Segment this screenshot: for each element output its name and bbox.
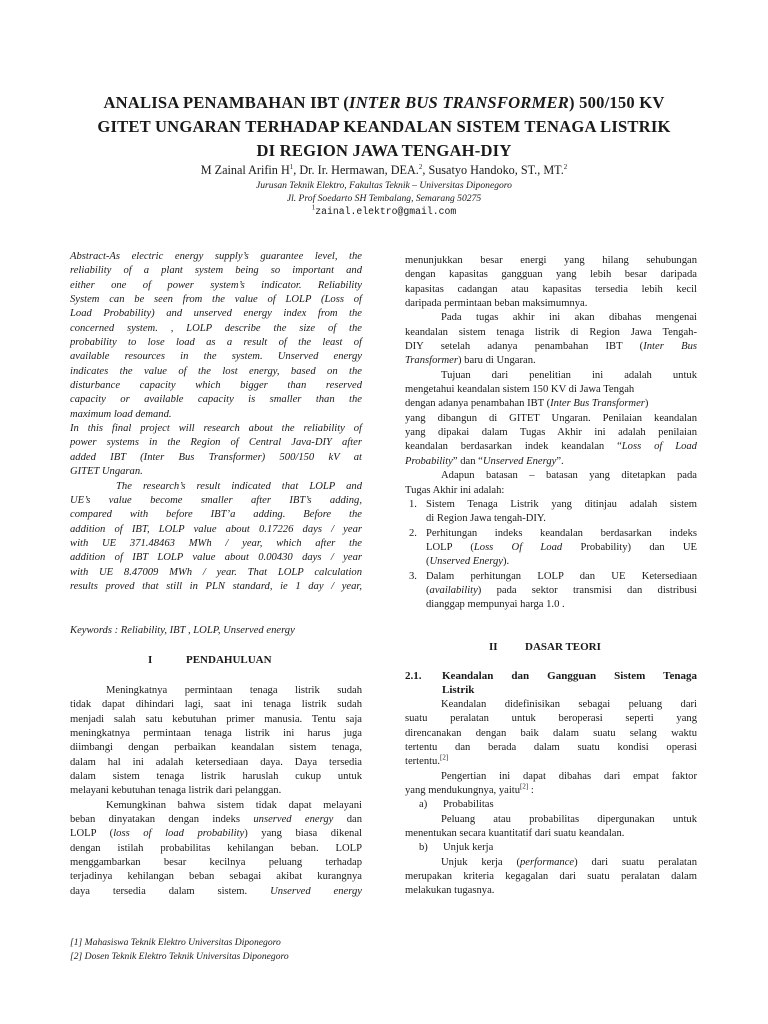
abstract-line: System can be seen from the value of LOLP (Loss of <box>70 294 362 306</box>
abstract-line: indicates the value of the lost energy, based on the <box>70 365 362 377</box>
abstract-line: either one of power system’s indicator. Reliability <box>70 279 362 291</box>
abstract-line: results proved that still in PLN standard, ie 1 day / year, <box>70 580 362 592</box>
author-3: , Susatyo Handoko, ST., MT. <box>422 163 564 177</box>
abstract-line: The research’s result indicated that LOLP and <box>116 480 362 492</box>
author-2: , Dr. Ir. Hermawan, DEA. <box>293 163 419 177</box>
paper-title <box>40 91 728 163</box>
right-column-text: menunjukkan besar energi yang hilang sehubungan dengan kapasitas gangguan yang lebih besar daripada kapasitas cadangan atau kapasitas tersedia lebih kecil daripada permintaan beban maksimumnya. Pada tugas akhir ini akan dibahas mengenai keandalan sistem tenaga listrik di Region Jawa Tengah- DIY setelah adanya penambahan IBT (Inter Bus Transformer) baru di Ungaran. Tujuan dari penelitian ini adalah untuk mengetahui keandalan sistem 150 KV di Jawa Tengah dengan adanya penambahan IBT (Inter Bus Transformer) yang dibangun di GITET Ungaran. Penilaian keandalan yang dipakai dalam Tugas Akhir ini adalah penilaian keandalan berdasarkan indek keandalan “Loss of Load Probability” dan “Unserved Energy”. Adapun batasan – batasan yang ditetapkan pada Tugas Akhir ini adalah: 1. Sistem Tenaga Listrik yang ditinjau adalah sistem di Region Jawa tengah-DIY. 2. Perhitungan indeks keandalan berdasarkan indeks LOLP (Loss Of Load Probability) dan UE (Unserved Energy). 3. Dalam perhitungan LOLP dan UE Ketersediaan (availability) pada sektor transmisi dan distribusi dianggap mempunyai harga 1.0 . <box>405 254 697 613</box>
abstract-line: maximum load demand. <box>70 408 172 420</box>
section-heading-pendahuluan: I PENDAHULUAN <box>148 654 272 666</box>
title-line-3: DI REGION JAWA TENGAH-DIY <box>256 141 512 160</box>
abstract-line: GITET Ungaran. <box>70 466 143 478</box>
footnote-1: [1] Mahasiswa Teknik Elektro Universitas Diponegoro <box>70 937 281 948</box>
list-item: 1. Sistem Tenaga Listrik yang ditinjau adalah sistem di Region Jawa tengah-DIY. <box>409 498 697 525</box>
title-italic-ibt: INTER BUS TRANSFORMER <box>349 93 570 112</box>
abstract-line: addition of IBT LOLP value about 0.00430 days / year <box>70 552 362 564</box>
abstract-line: disturbance capacity which bigger than reserved <box>70 380 362 392</box>
abstract-line: compared with before IBT’a adding. Before the <box>70 509 362 521</box>
list-item: 2. Perhitungan indeks keandalan berdasarkan indeks LOLP (Loss Of Load Probability) dan UE (Unserved Energy). <box>409 527 697 568</box>
abstract-line: reliability of a plant system being so important and <box>70 265 362 277</box>
abstract-line: added IBT (Inter Bus Transformer) 500/150 kV at <box>70 451 362 463</box>
footnote-2: [2] Dosen Teknik Elektro Teknik Universitas Diponegoro <box>70 950 289 962</box>
list-item: b) Unjuk kerja <box>419 842 494 854</box>
abstract-line: capacity or available capacity is smaller than the <box>70 394 362 406</box>
abstract-line: Load Probability) and unserved energy index from the <box>70 308 362 320</box>
theory-text: Keandalan didefinisikan sebagai peluang dari suatu peralatan untuk beroperasi seperti yang direncanakan dengan baik dalam suatu selang waktu tertentu dan berada dalam suatu kondisi operasi tertentu.[2] Pengertian ini dapat dibahas dari empat faktor yang mendukungnya, yaitu[2] : a) Probabilitas Peluang atau probabilitas dipergunakan untuk menentukan secara kuantitatif dari suatu keandalan. b) Unjuk kerja Unjuk kerja (performance) dari suatu peralatan merupakan kriteria kegagalan dari suatu peralatan dalam melakukan tugasnya. <box>405 699 697 897</box>
abstract-line: addition of IBT, LOLP value about 0.17226 days / year <box>70 523 362 535</box>
affiliation-address: Jl. Prof Soedarto SH Tembalang, Semarang 50275 <box>286 193 482 204</box>
section-heading-dasar-teori: II DASAR TEORI <box>489 641 601 653</box>
subsection-heading-2-1: 2.1. Keandalan dan Gangguan Sistem Tenaga Listrik <box>405 670 697 697</box>
abstract-line: Abstract-As electric energy supply’s guarantee level, the <box>70 251 362 262</box>
keywords: Keywords : Reliability, IBT , LOLP, Unserved energy <box>70 625 295 636</box>
abstract <box>70 250 362 594</box>
email-address: zainal.elektro@gmail.com <box>315 206 457 217</box>
title-line-1: ANALISA PENAMBAHAN IBT (INTER BUS TRANSFORMER) 500/150 KV <box>103 93 665 112</box>
footnotes <box>70 936 289 963</box>
abstract-line: with UE 371.48463 MWh / year, which after the <box>70 537 362 549</box>
author-list: M Zainal Arifin $H^1$, Dr. Ir. Hermawan, DEA.$^2$, Susatyo Handoko, ST., MT.$^2$ <box>200 162 568 177</box>
abstract-line: UE’s value become smaller after IBT’s adding, <box>70 494 362 506</box>
author-email: $^1$zainal.elektro@gmail.com <box>311 203 457 217</box>
title-line-2: GITET UNGARAN TERHADAP KEANDALAN SISTEM TENAGA LISTRIK <box>97 117 671 136</box>
intro-text: Meningkatnya permintaan tenaga listrik sudah tidak dapat dihindari lagi, saat ini tenaga listrik sudah menjadi salah satu kebutuhan primer manusia. Tentu saja meningkatnya permintaan tenaga listrik ini harus juga diimbangi dengan perbaikan keandalan sistem tenaga, dalam hal ini adalah ketersediaan daya. Daya tersedia dalam sistem tenaga listrik haruslah cukup untuk melayani kebutuhan tenaga listrik dari pelanggan. Kemungkinan bahwa sistem tidak dapat melayani beban dinyatakan dengan indeks unserved energy dan LOLP (loss of load probability) yang biasa dikenal dengan istilah probabilitas kehilangan beban. LOLP menggambarkan besar kecilnya peluang terhadap terjadinya kehilangan beban sebagai akibat kurangnya daya tersedia dalam sistem. Unserved energy <box>70 685 363 897</box>
abstract-line: available resources in the system. Unserved energy <box>70 351 362 363</box>
author-1: M Zainal Arifin H <box>200 163 290 177</box>
abstract-line: In this final project will research about the reliability of <box>70 423 362 435</box>
list-item: a) Probabilitas <box>419 799 494 811</box>
abstract-line: concerned system. , LOLP describe the size of the <box>70 322 362 334</box>
abstract-line: power systems in the Region of Central Java-DIY after <box>70 437 362 449</box>
abstract-line: probability to lose load as a result of the least of <box>70 337 362 349</box>
list-item: 3. Dalam perhitungan LOLP dan UE Ketersediaan (availability) pada sektor transmisi dan distribusi dianggap mempunyai harga 1.0 . <box>409 570 697 611</box>
abstract-line: with UE 8.47009 MWh / year. That LOLP calculation <box>70 566 362 578</box>
affiliation-dept: Jurusan Teknik Elektro, Fakultas Teknik – Universitas Diponegoro <box>256 180 512 191</box>
